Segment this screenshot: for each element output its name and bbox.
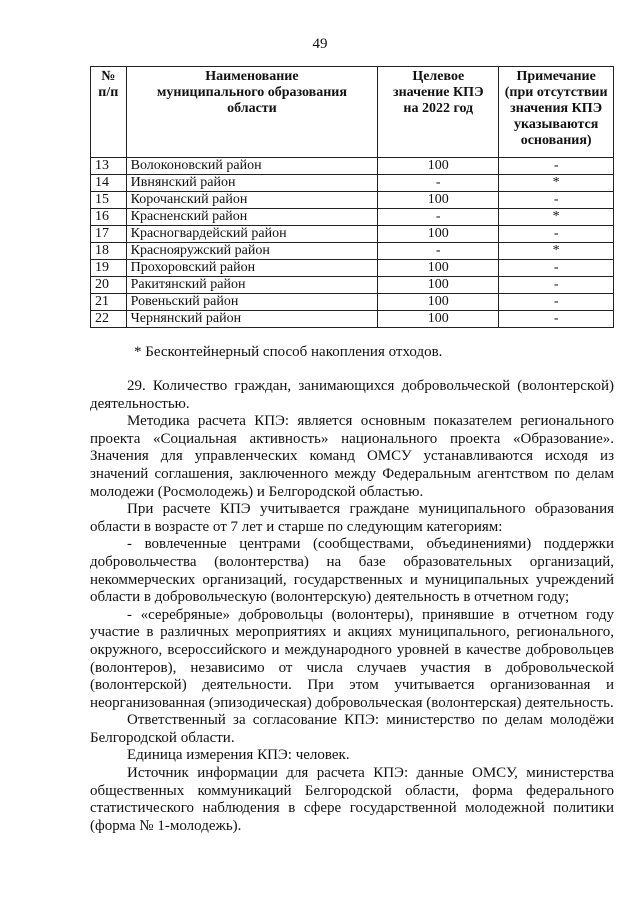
row-num: 19	[91, 260, 127, 277]
header-name: Наименование муниципального образования области	[126, 67, 378, 158]
row-note: *	[499, 209, 614, 226]
row-value: -	[378, 243, 499, 260]
row-value: 100	[378, 294, 499, 311]
row-name: Ивнянский район	[126, 175, 378, 192]
row-value: 100	[378, 277, 499, 294]
body-text	[90, 378, 614, 835]
row-value: 100	[378, 260, 499, 277]
paragraph-categories: При расчете КПЭ учитывается граждане муниципального образования области в возрасте от 7 лет и старше по следующим категориям:	[90, 501, 614, 535]
row-num: 13	[91, 158, 127, 175]
row-value: -	[378, 175, 499, 192]
header-note: Примечание (при отсутствии значения КПЭ указываются основания)	[499, 67, 614, 158]
row-note: -	[499, 192, 614, 209]
header-num: № п/п	[91, 67, 127, 158]
row-name: Красногвардейский район	[126, 226, 378, 243]
row-note: -	[499, 311, 614, 328]
row-num: 21	[91, 294, 127, 311]
row-note: -	[499, 277, 614, 294]
row-note: -	[499, 260, 614, 277]
row-value: -	[378, 209, 499, 226]
table-row	[91, 158, 614, 175]
paragraph-methodology: Методика расчета КПЭ: является основным показателем регионального проекта «Социальная активность» национального проекта «Образование». Значения для управленческих команд ОМСУ устанавливаются исходя из значений соглашения, заключенного между Федеральным агентством по делам молодежи (Росмолодежь) и Белгородской областью.	[90, 413, 614, 500]
row-name: Ровеньский район	[126, 294, 378, 311]
paragraph-category-2: - «серебряные» добровольцы (волонтеры), принявшие в отчетном году участие в различных мероприятиях и акциях муниципального, регионального, окружного, всероссийского и международного уровней в качестве добровольцев (волонтеров), независимо от числа случаев участия в добровольческой (волонтерской) деятельности. При этом учитывается организованная и неорганизованная (эпизодическая) добровольческая (волонтерская) деятельность.	[90, 606, 614, 711]
row-value: 100	[378, 192, 499, 209]
table-row	[91, 209, 614, 226]
table-header-row	[91, 67, 614, 158]
row-name: Красненский район	[126, 209, 378, 226]
row-num: 16	[91, 209, 127, 226]
table-row	[91, 226, 614, 243]
table-row	[91, 175, 614, 192]
paragraph-kpi-title: 29. Количество граждан, занимающихся добровольческой (волонтерской) деятельностью.	[90, 378, 614, 412]
row-note: -	[499, 226, 614, 243]
table-row	[91, 260, 614, 277]
row-num: 17	[91, 226, 127, 243]
row-name: Ракитянский район	[126, 277, 378, 294]
row-note: *	[499, 243, 614, 260]
table-row	[91, 192, 614, 209]
table-body	[91, 158, 614, 328]
row-num: 22	[91, 311, 127, 328]
row-value: 100	[378, 226, 499, 243]
header-value: Целевое значение КПЭ на 2022 год	[378, 67, 499, 158]
footnote: * Бесконтейнерный способ накопления отходов.	[134, 344, 443, 360]
row-note: -	[499, 158, 614, 175]
paragraph-responsible: Ответственный за согласование КПЭ: министерство по делам молодёжи Белгородской области.	[90, 712, 614, 746]
row-name: Чернянский район	[126, 311, 378, 328]
table-row	[91, 294, 614, 311]
row-name: Волоконовский район	[126, 158, 378, 175]
kpi-table	[90, 66, 614, 328]
page-number: 49	[312, 36, 328, 52]
row-num: 14	[91, 175, 127, 192]
table-row	[91, 243, 614, 260]
table-row	[91, 311, 614, 328]
row-name: Корочанский район	[126, 192, 378, 209]
row-name: Краснояружский район	[126, 243, 378, 260]
row-value: 100	[378, 311, 499, 328]
table-row	[91, 277, 614, 294]
row-num: 20	[91, 277, 127, 294]
row-note: -	[499, 294, 614, 311]
row-value: 100	[378, 158, 499, 175]
row-num: 15	[91, 192, 127, 209]
paragraph-unit: Единица измерения КПЭ: человек.	[127, 747, 350, 764]
row-note: *	[499, 175, 614, 192]
row-num: 18	[91, 243, 127, 260]
row-name: Прохоровский район	[126, 260, 378, 277]
paragraph-source: Источник информации для расчета КПЭ: данные ОМСУ, министерства общественных коммуникаций Белгородской области, форма федерального статистического наблюдения в сфере государственной молодежной политики (форма № 1-молодежь).	[90, 765, 614, 834]
paragraph-category-1: - вовлеченные центрами (сообществами, объединениями) поддержки добровольчества (волонтерства) на базе образовательных организаций, некоммерческих организаций, государственных и муниципальных учреждений области в добровольческую (волонтерскую) деятельность в отчетном году;	[90, 536, 614, 606]
